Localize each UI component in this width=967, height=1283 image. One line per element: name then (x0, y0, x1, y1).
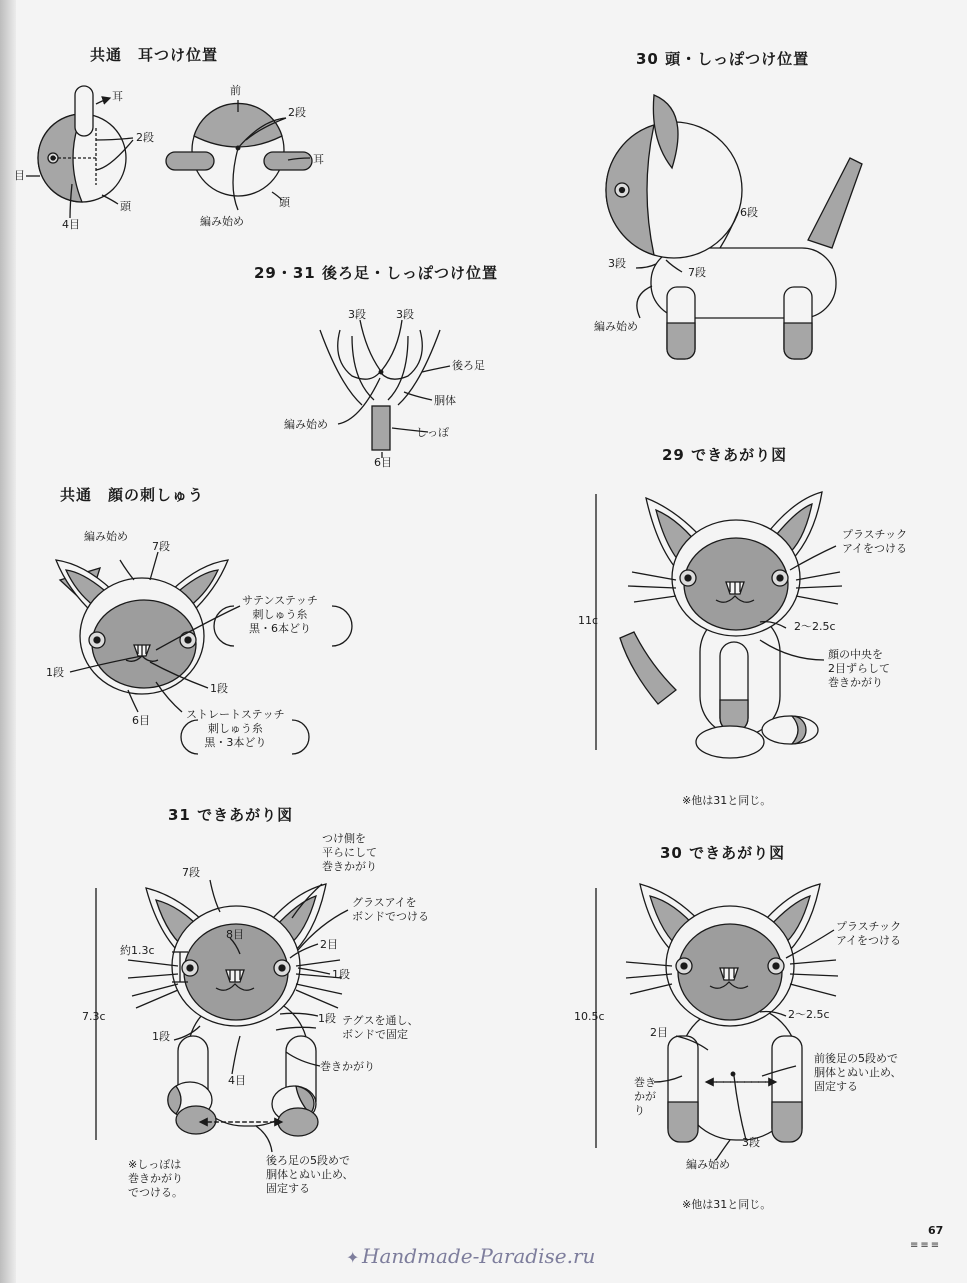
title-finished-30: 30 できあがり図 (660, 844, 786, 862)
label-row3b: 3段 (396, 308, 414, 321)
title-finished-31: 31 できあがり図 (168, 806, 294, 824)
finished-31-figure (96, 880, 348, 1152)
label-row3a: 3段 (348, 308, 366, 321)
label-head: 頭 (120, 200, 131, 213)
title-face-embroidery: 共通 顔の刺しゅう (60, 486, 205, 504)
label-front: 前 (230, 84, 241, 97)
label-knit-start: 編み始め (200, 215, 244, 228)
label-row4-31: 4目 (228, 1074, 246, 1087)
label-height-29: 11c (578, 614, 599, 627)
label-whip-stitch-31: 巻きかがり (320, 1060, 375, 1073)
note-legs-fix: 前後足の5段めで 胴体とぬい止め、 固定する (814, 1052, 902, 1093)
label-row2: 2段 (136, 131, 154, 144)
label-knit-start-30: 編み始め (594, 320, 638, 333)
label-height-30: 10.5c (574, 1010, 605, 1023)
label-hind-leg: 後ろ足 (452, 359, 485, 372)
label-eye: 目 (14, 169, 25, 182)
label-body: 胴体 (434, 394, 456, 407)
label-row8: 8目 (226, 928, 244, 941)
label-row7-31: 7段 (182, 866, 200, 879)
page-number: 67 (928, 1224, 944, 1237)
label-row2b: 2段 (288, 106, 306, 119)
label-ear-b: 耳 (313, 153, 324, 166)
label-row1a-31: 1段 (332, 968, 350, 981)
label-row1b-31: 1段 (318, 1012, 336, 1025)
head-tail-diagram (606, 95, 862, 359)
title-head-tail-30: 30 頭・しっぽつけ位置 (636, 50, 810, 68)
label-satin-stitch: サテンステッチ 刺しゅう糸 黒・6本どり (242, 594, 318, 635)
label-tegus-fix: テグスを通し、 ボンドで固定 (342, 1014, 419, 1041)
label-row6-tail: 6目 (374, 456, 392, 469)
label-row7-face: 7段 (152, 540, 170, 553)
label-knit-start-30b: 編み始め (686, 1158, 730, 1171)
label-straight-stitch: ストレートステッチ 刺しゅう糸 黒・3本どり (186, 708, 285, 749)
note-same-as-31-b: ※他は31と同じ。 (682, 1198, 772, 1211)
label-row2-31: 2目 (320, 938, 338, 951)
label-row7: 7段 (688, 266, 706, 279)
label-head-b: 頭 (279, 196, 290, 209)
label-row4: 4目 (62, 218, 80, 231)
title-ear-position: 共通 耳つけ位置 (90, 46, 219, 64)
note-same-as-31-a: ※他は31と同じ。 (682, 794, 772, 807)
label-row1b: 1段 (210, 682, 228, 695)
label-gap-30: 2〜2.5c (788, 1008, 830, 1021)
label-flatten-whip: つけ側を 平らにして 巻きかがり (322, 832, 377, 873)
watermark-bird-icon: ✦ (346, 1248, 360, 1267)
label-whip-stitch-30: 巻き かが り (634, 1076, 656, 1117)
label-knit-start-leg: 編み始め (284, 418, 328, 431)
label-gap-29: 2〜2.5c (794, 620, 836, 633)
label-row1c-31: 1段 (152, 1030, 170, 1043)
label-ear: 耳 (112, 90, 123, 103)
label-glass-eye: グラスアイを ボンドでつける (352, 896, 429, 923)
label-row6: 6段 (740, 206, 758, 219)
label-height-31: 7.3c (82, 1010, 106, 1023)
label-plastic-eyes-29: プラスチック アイをつける (842, 528, 908, 555)
label-width-1-3c: 約1.3c (120, 944, 155, 957)
label-tail: しっぽ (416, 426, 449, 439)
label-row6-face: 6目 (132, 714, 150, 727)
label-knit-start-face: 編み始め (84, 530, 128, 543)
label-row3-30: 3段 (742, 1136, 760, 1149)
note-tail-attach: ※しっぽは 巻きかがり でつける。 (128, 1158, 183, 1199)
label-row3: 3段 (608, 257, 626, 270)
label-row2-30: 2目 (650, 1026, 668, 1039)
watermark: Handmade-Paradise.ru (362, 1244, 596, 1268)
page-marker-icon: ≡≡≡ (910, 1240, 942, 1251)
finished-30-figure (596, 884, 838, 1160)
note-hind-leg-fix: 後ろ足の5段めで 胴体とぬい止め、 固定する (266, 1154, 354, 1195)
ear-diagram-side-view (26, 86, 133, 218)
label-face-offset-29: 顔の中央を 2目ずらして 巻きかがり (828, 648, 890, 689)
label-plastic-eyes-30: プラスチック アイをつける (836, 920, 902, 947)
title-hind-leg-tail: 29・31 後ろ足・しっぽつけ位置 (254, 264, 498, 282)
label-row1a: 1段 (46, 666, 64, 679)
title-finished-29: 29 できあがり図 (662, 446, 788, 464)
